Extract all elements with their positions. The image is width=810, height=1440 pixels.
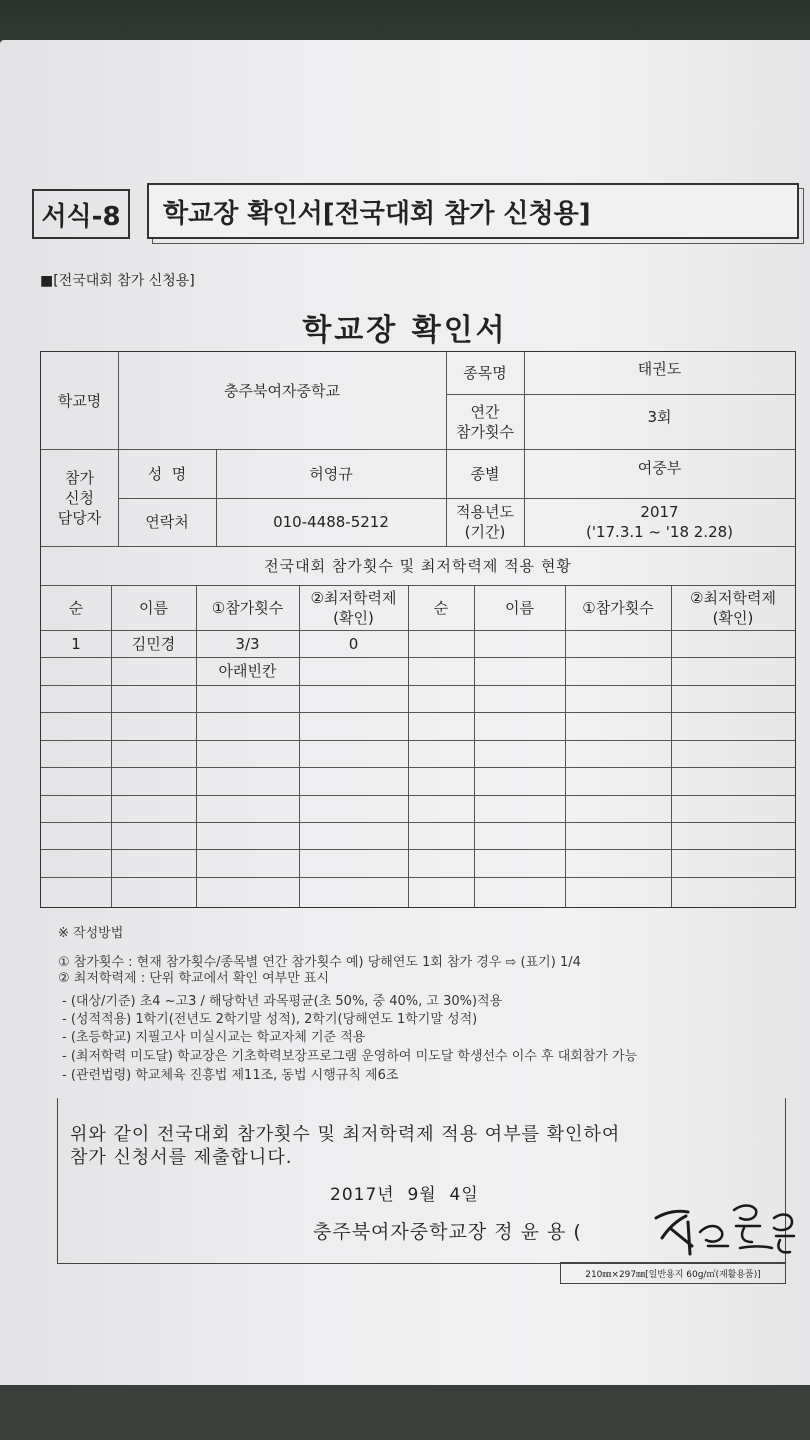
note-4: - (성적적용) 1학기(전년도 2학기말 성적), 2학기(당해연도 1학기말 성적) — [62, 1012, 478, 1027]
header-name-2: 이름 — [505, 598, 534, 617]
form-number-box: 서식-8 — [32, 189, 130, 239]
note-2: ② 최저학력제 : 단위 학교에서 확인 여부만 표시 — [58, 971, 330, 986]
year-value — [524, 498, 795, 546]
annual-label-line2: 참가횟수 — [456, 422, 514, 441]
school-value: 충주북여자중학교 — [224, 381, 340, 400]
year-label — [446, 498, 524, 546]
note-7: - (관련법령) 학교체육 진흥법 제11조, 동법 시행규칙 제6조 — [62, 1068, 399, 1083]
note-5: - (초등학교) 지필고사 미실시교는 학교자체 기준 적용 — [62, 1030, 366, 1045]
note-3: - (대상/기준) 초4 ~고3 / 해당학년 과목평균(초 50%, 중 40%, 고 30%)적용 — [62, 994, 503, 1009]
header-label: ■[전국대회 참가 신청용] — [40, 273, 195, 289]
header-academic: ②최저학력제 (확인) — [310, 588, 397, 627]
year-value-line2: ('17.3.1 ~ '18 2.28) — [585, 523, 734, 541]
manager-label-line2: 신청 — [65, 488, 94, 507]
manager-label — [41, 449, 118, 546]
name-value: 허영규 — [309, 464, 353, 483]
header-count: ①참가횟수 — [211, 598, 284, 617]
header-name: 이름 — [139, 598, 168, 617]
note-1: ① 참가횟수 : 현재 참가횟수/종목별 연간 참가횟수 예) 당해연도 1회 참가 경우 ⇨ (표기) 1/4 — [58, 955, 581, 970]
header-order-2: 순 — [433, 598, 449, 617]
year-label-line2: (기간) — [464, 523, 506, 541]
header-order: 순 — [68, 598, 84, 617]
contact-value: 010-4488-5212 — [273, 513, 389, 531]
confirmation-table — [40, 351, 796, 908]
header-count-2: ①참가횟수 — [582, 598, 654, 617]
statement-line1: 위와 같이 전국대회 참가횟수 및 최저학력제 적용 여부를 확인하여 — [70, 1124, 621, 1145]
row1-count: 3/3 — [235, 634, 260, 653]
note-6: - (최저학력 미도달) 학교장은 기초학력보장프로그램 운영하여 미도달 학생선수 이수 후 대회참가 가능 — [62, 1049, 638, 1064]
sport-label: 종목명 — [463, 364, 507, 382]
paper-spec-footer: 210㎜×297㎜[일반용지 60g/㎡(재활용품)] — [560, 1262, 786, 1284]
annual-label — [446, 394, 524, 449]
form-title-box: 학교장 확인서[전국대회 참가 신청용] — [147, 183, 799, 239]
statement-line2: 참가 신청서를 제출합니다. — [70, 1147, 293, 1168]
row1-academic: 0 — [348, 634, 359, 653]
year-label-line1: 적용년도 — [456, 503, 514, 521]
section-title: 전국대회 참가횟수 및 최저학력제 적용 현황 — [264, 556, 572, 575]
row1-name: 김민경 — [131, 634, 176, 653]
signer-line: 충주북여자중학교장 정 윤 용 ( — [313, 1221, 582, 1243]
division-label: 종별 — [470, 464, 500, 483]
school-label: 학교명 — [57, 391, 102, 410]
header-academic-2: ②최저학력제 (확인) — [690, 588, 776, 627]
division-value: 여중부 — [637, 458, 682, 477]
name-label: 성 명 — [147, 464, 187, 483]
document-title: 학교장 확인서 — [302, 313, 508, 348]
signature — [648, 1198, 798, 1260]
manager-label-line3: 담당자 — [57, 508, 102, 527]
row2-count: 아래빈칸 — [218, 662, 277, 680]
row1-order: 1 — [71, 634, 81, 653]
contact-label: 연락처 — [145, 513, 189, 531]
sport-value: 태권도 — [637, 360, 682, 378]
annual-label-line1: 연간 — [470, 402, 500, 421]
notes-title: ※ 작성방법 — [58, 926, 124, 941]
year-value-line1: 2017 — [640, 503, 679, 521]
manager-label-line1: 참가 — [65, 468, 94, 487]
statement-date: 2017년 9월 4일 — [330, 1185, 479, 1205]
annual-value: 3회 — [647, 407, 672, 426]
